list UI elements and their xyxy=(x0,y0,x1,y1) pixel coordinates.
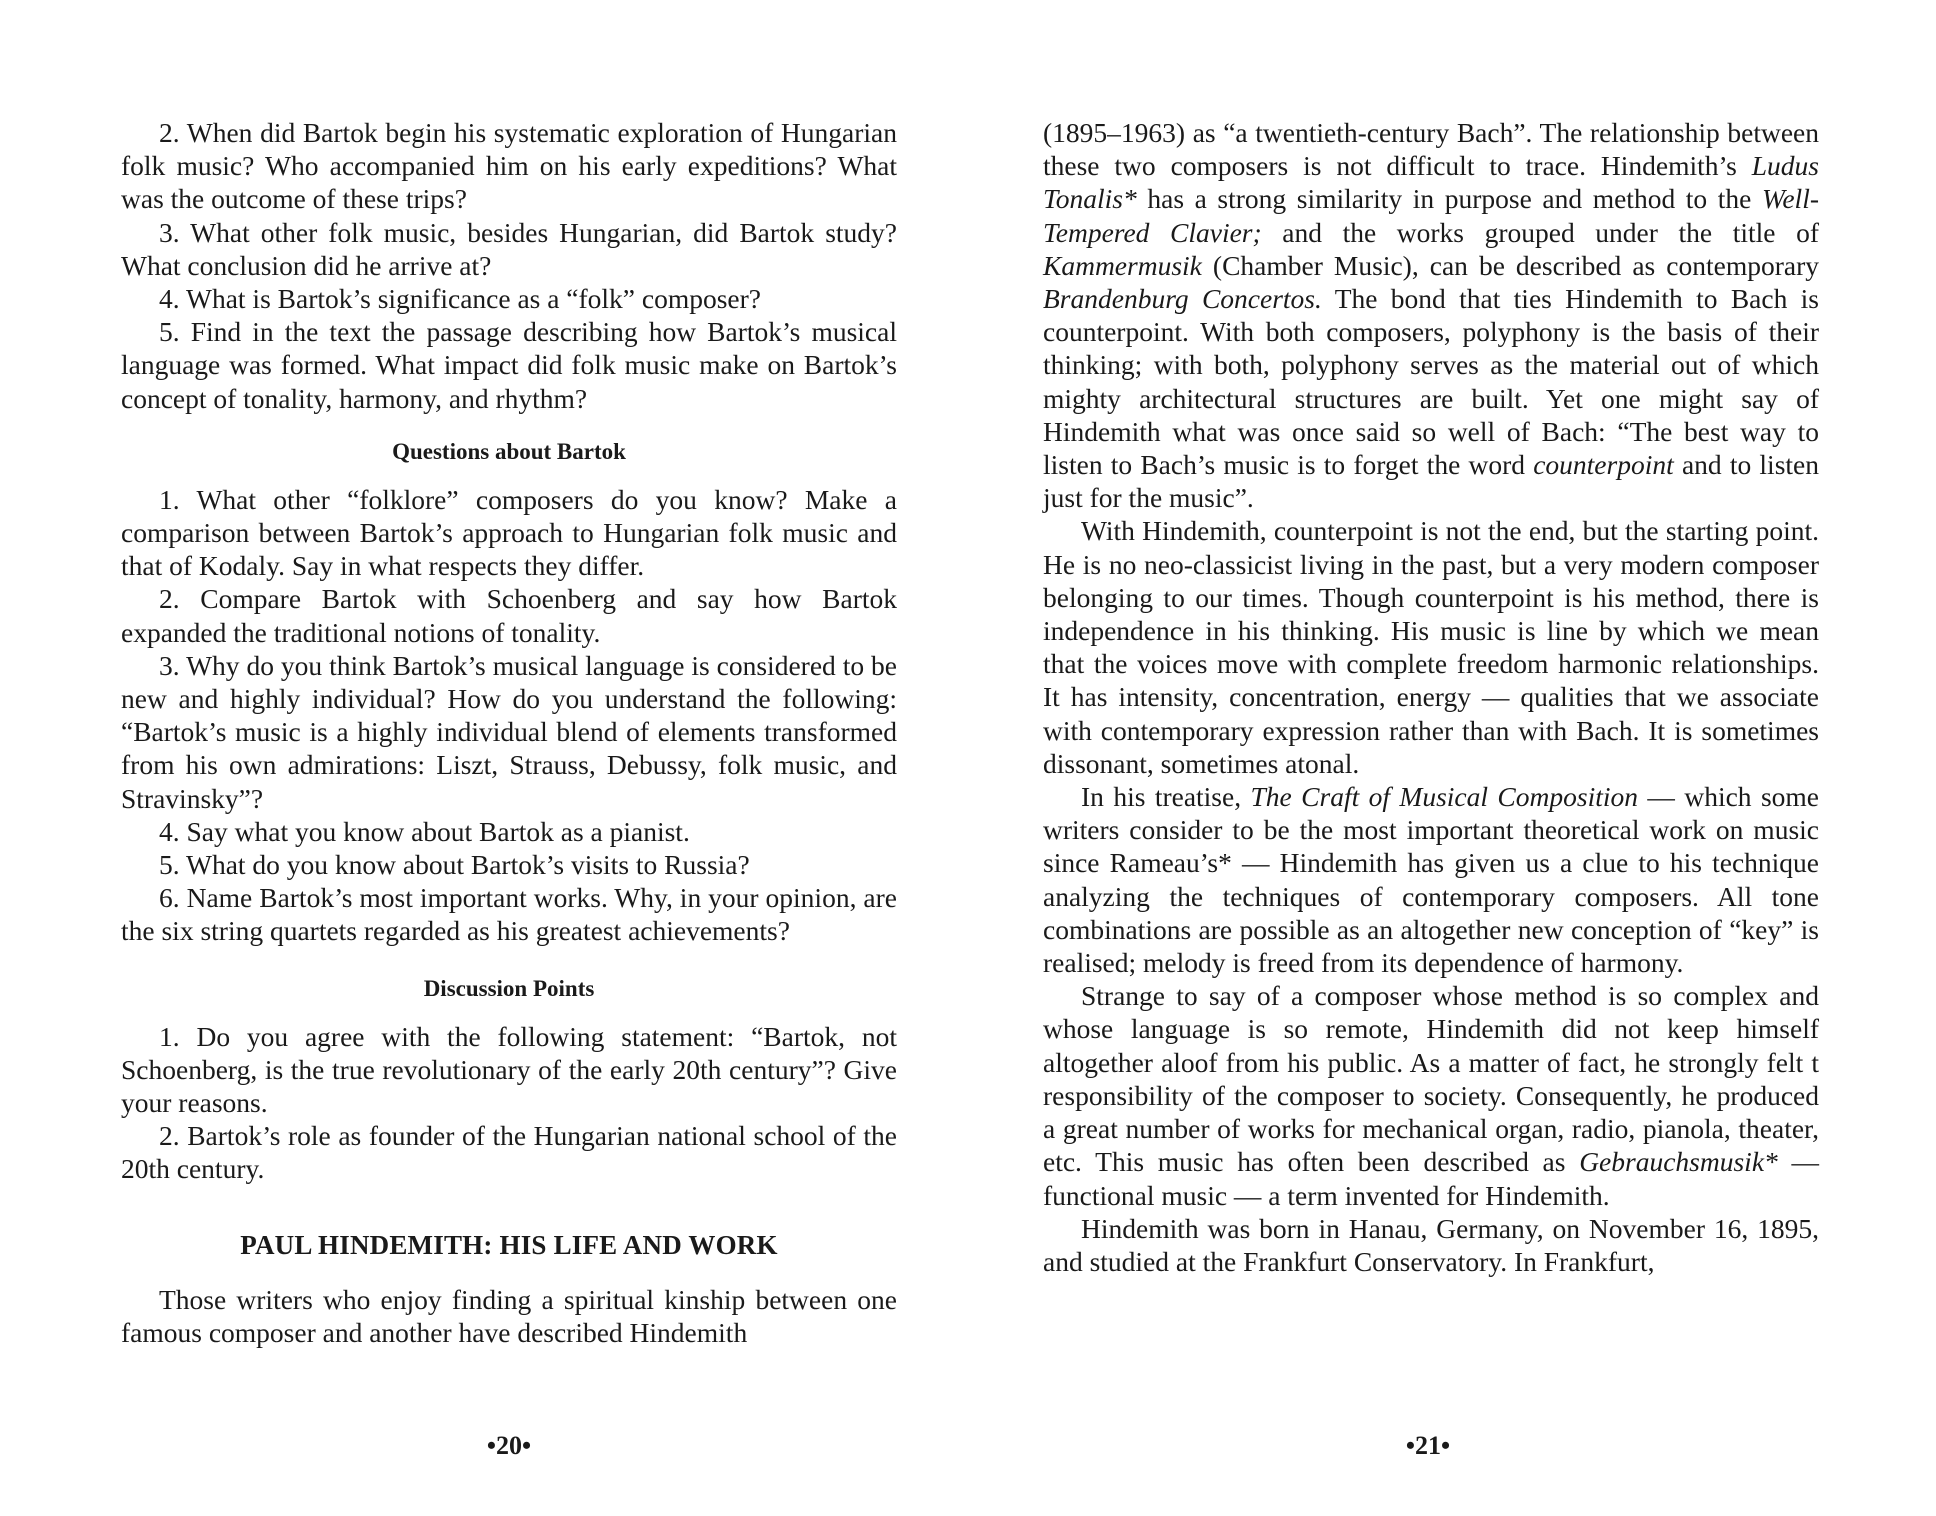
page-number-right: •21• xyxy=(1405,1431,1451,1460)
question-paragraph: 4. What is Bartok’s significance as a “folk” composer? xyxy=(159,283,762,315)
question-item: 5. What do you know about Bartok’s visits to Russia? xyxy=(159,849,750,881)
discussion-item: 1. Do you agree with the following statement: “Bartok, not Schoenberg, is the true revolutionary of the early 20th century”? Give your reasons. xyxy=(121,1020,897,1119)
work-title: Kammermusik xyxy=(1043,249,1202,281)
work-title: Well-Tempered Clavier; xyxy=(1043,183,1819,248)
question-item: 4. Say what you know about Bartok as a pianist. xyxy=(159,815,690,847)
question-paragraph: 5. Find in the text the passage describing how Bartok’s musical language was formed. What impact did folk music make on Bartok’s concept of tonality, harmony, and rhythm? xyxy=(121,316,897,414)
chapter-title: PAUL HINDEMITH: HIS LIFE AND WORK xyxy=(240,1229,778,1260)
right-page xyxy=(1043,116,1819,1278)
question-item: 6. Name Bartok’s most important works. Why, in your opinion, are the six string quartets regarded as his greatest achievements? xyxy=(121,882,897,947)
question-item: 2. Compare Bartok with Schoenberg and say how Bartok expanded the traditional notions of tonality. xyxy=(121,583,897,648)
body-paragraph: Strange to say of a composer whose method is so complex and whose language is so remote, Hindemith did not keep himself altogether aloof from his public. As a matter of fact, he strongly felt t responsibility of the composer to society. Consequently, he produced a great number of works for mechanical organ, radio, pianola, theater, etc. This music has often been described as Gebrauchsmusik* — functional music — a term invented for Hindemith. xyxy=(1043,980,1820,1211)
work-title: Brandenburg Concertos. xyxy=(1043,283,1322,315)
body-paragraph: (1895–1963) as “a twentieth-century Bach”. The relationship between these two composers is not difficult to trace. Hindemith’s Ludus Tonalis* has a strong similarity in purpose and method to the Well-Tempered Clavier; and the works grouped under the title of Kammermusik (Chamber Music), can be described as contemporary Brandenburg Concertos. The bond that ties Hindemith to Bach is counterpoint. With both composers, polyphony is the basis of their thinking; with both, polyphony serves as the material out of which mighty architectural structures are built. Yet one might say of Hindemith what was once said so well of Bach: “The best way to listen to Bach’s music is to forget the word counterpoint and to listen just for the music”. xyxy=(1043,117,1820,514)
left-page xyxy=(121,116,897,1349)
discussion-heading: Discussion Points xyxy=(423,975,595,1001)
questions-heading: Questions about Bartok xyxy=(392,438,626,464)
question-paragraph: 3. What other folk music, besides Hungarian, did Bartok study? What conclusion did he arrive at? xyxy=(121,216,897,281)
page-number-left: •20• xyxy=(486,1431,532,1460)
term: Gebrauchsmusik* xyxy=(1579,1146,1778,1178)
body-paragraph: Hindemith was born in Hanau, Germany, on November 16, 1895, and studied at the Frankfurt Conservatory. In Frankfurt, xyxy=(1043,1212,1819,1277)
chapter-intro: Those writers who enjoy finding a spiritual kinship between one famous composer and another have described Hindemith xyxy=(121,1283,897,1348)
work-title: Ludus Tonalis* xyxy=(1043,150,1819,215)
question-paragraph: 2. When did Bartok begin his systematic exploration of Hungarian folk music? Who accompanied him on his early expeditions? What was the outcome of these trips? xyxy=(121,117,897,215)
work-title: The Craft of Musical Composition xyxy=(1250,781,1639,813)
question-item: 1. What other “folklore” composers do you know? Make a comparison between Bartok’s approach to Hungarian folk music and that of Kodaly. Say in what respects they differ. xyxy=(121,483,897,582)
body-paragraph: In his treatise, The Craft of Musical Composition — which some writers consider to be the most important theoretical work on music since Rameau’s* — Hindemith has given us a clue to his technique analyzing the techniques of contemporary composers. All tone combinations are possible as an altogether new conception of “key” is realised; melody is freed from its dependence of harmony. xyxy=(1043,781,1819,979)
question-item: 3. Why do you think Bartok’s musical language is considered to be new and highly individual? How do you understand the following: “Bartok’s music is a highly individual blend of elements transformed from his own admirations: Liszt, Strauss, Debussy, folk music, and Stravinsky”? xyxy=(121,649,897,814)
emphasis: counterpoint xyxy=(1533,449,1674,481)
body-paragraph: With Hindemith, counterpoint is not the end, but the starting point. He is no neo-classicist living in the past, but a very modern composer belonging to our times. Though counterpoint is his method, there is independence in his thinking. His music is line by which we mean that the voices move with complete freedom harmonic relationships. It has intensity, concentration, energy — qualities that we associate with contemporary expression rather than with Bach. It is sometimes dissonant, sometimes atonal. xyxy=(1043,515,1819,779)
discussion-item: 2. Bartok’s role as founder of the Hungarian national school of the 20th century. xyxy=(121,1120,897,1185)
